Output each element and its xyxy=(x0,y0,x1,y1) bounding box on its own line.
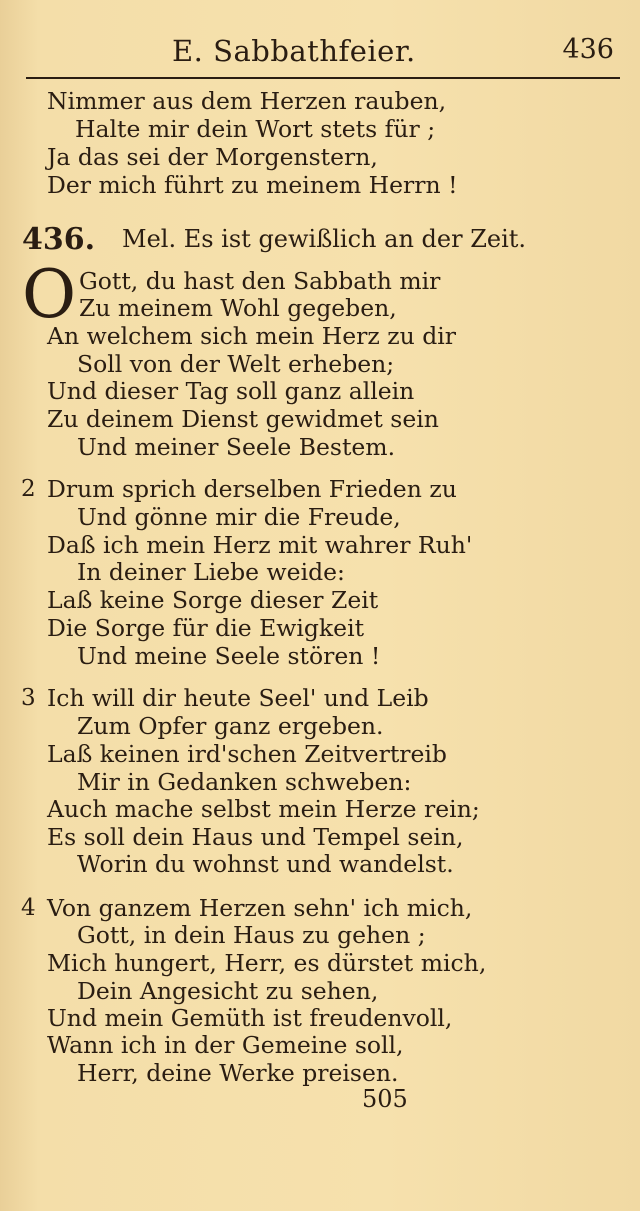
text-line: Halte mir dein Wort stets für ; xyxy=(75,115,436,143)
verse2-line: Laß keine Sorge dieser Zeit xyxy=(47,586,379,614)
hymn-heading xyxy=(22,222,622,262)
verse2-line: Und meine Seele stören ! xyxy=(77,642,381,670)
verse1-line: An welchem sich mein Herz zu dir xyxy=(47,322,456,350)
verse4-line: Wann ich in der Gemeine soll, xyxy=(47,1031,404,1059)
hymn-number: 436. xyxy=(22,222,96,257)
verse1-line: Zu deinem Dienst gewidmet sein xyxy=(47,405,439,433)
verse1-line: Soll von der Welt erheben; xyxy=(77,350,395,378)
verse3-line: Auch mache selbst mein Herze rein; xyxy=(47,795,480,823)
text-line: Der mich führt zu meinem Herrn ! xyxy=(47,171,458,199)
melody-reference: Mel. Es ist gewißlich an der Zeit. xyxy=(122,225,527,253)
verse2-line: Daß ich mein Herz mit wahrer Ruh' xyxy=(47,531,473,559)
verse2-line: Die Sorge für die Ewigkeit xyxy=(47,614,365,642)
verse4-line: Und mein Gemüth ist freudenvoll, xyxy=(47,1004,453,1032)
verse2-line: Und gönne mir die Freude, xyxy=(77,503,401,531)
header-rule xyxy=(26,77,620,79)
verse4-line: Mich hungert, Herr, es dürstet mich, xyxy=(47,949,487,977)
verse4-line: Gott, in dein Haus zu gehen ; xyxy=(77,921,426,949)
verse2-line: In deiner Liebe weide: xyxy=(77,558,345,586)
drop-cap: O xyxy=(22,256,77,333)
verse2-line: Drum sprich derselben Frieden zu xyxy=(47,475,457,503)
verse4-line: Dein Angesicht zu sehen, xyxy=(77,977,379,1005)
verse3-line: Mir in Gedanken schweben: xyxy=(77,768,412,796)
printer-signature: 505 xyxy=(362,1085,408,1113)
page-number: 436 xyxy=(562,34,614,65)
section-title: E. Sabbathfeier. xyxy=(172,34,416,68)
text-line: Nimmer aus dem Herzen rauben, xyxy=(47,87,447,115)
verse1-line: Und dieser Tag soll ganz allein xyxy=(47,377,415,405)
verse3-line: Laß keinen ird'schen Zeitvertreib xyxy=(47,740,447,768)
verse1-line: Gott, du hast den Sabbath mir xyxy=(79,267,441,295)
verse-number: 2 xyxy=(21,476,36,502)
verse3-line: Es soll dein Haus und Tempel sein, xyxy=(47,823,464,851)
verse3-line: Zum Opfer ganz ergeben. xyxy=(77,712,384,740)
running-header xyxy=(24,30,620,74)
text-line: Ja das sei der Morgenstern, xyxy=(47,143,378,171)
verse4-line: Von ganzem Herzen sehn' ich mich, xyxy=(47,894,473,922)
verse-number: 3 xyxy=(21,685,36,711)
verse1-line: Zu meinem Wohl gegeben, xyxy=(79,294,397,322)
verse-number: 4 xyxy=(21,895,36,921)
verse3-line: Ich will dir heute Seel' und Leib xyxy=(47,684,429,712)
verse3-line: Worin du wohnst und wandelst. xyxy=(77,850,454,878)
verse4-line: Herr, deine Werke preisen. xyxy=(77,1059,399,1087)
verse1-line: Und meiner Seele Bestem. xyxy=(77,433,396,461)
